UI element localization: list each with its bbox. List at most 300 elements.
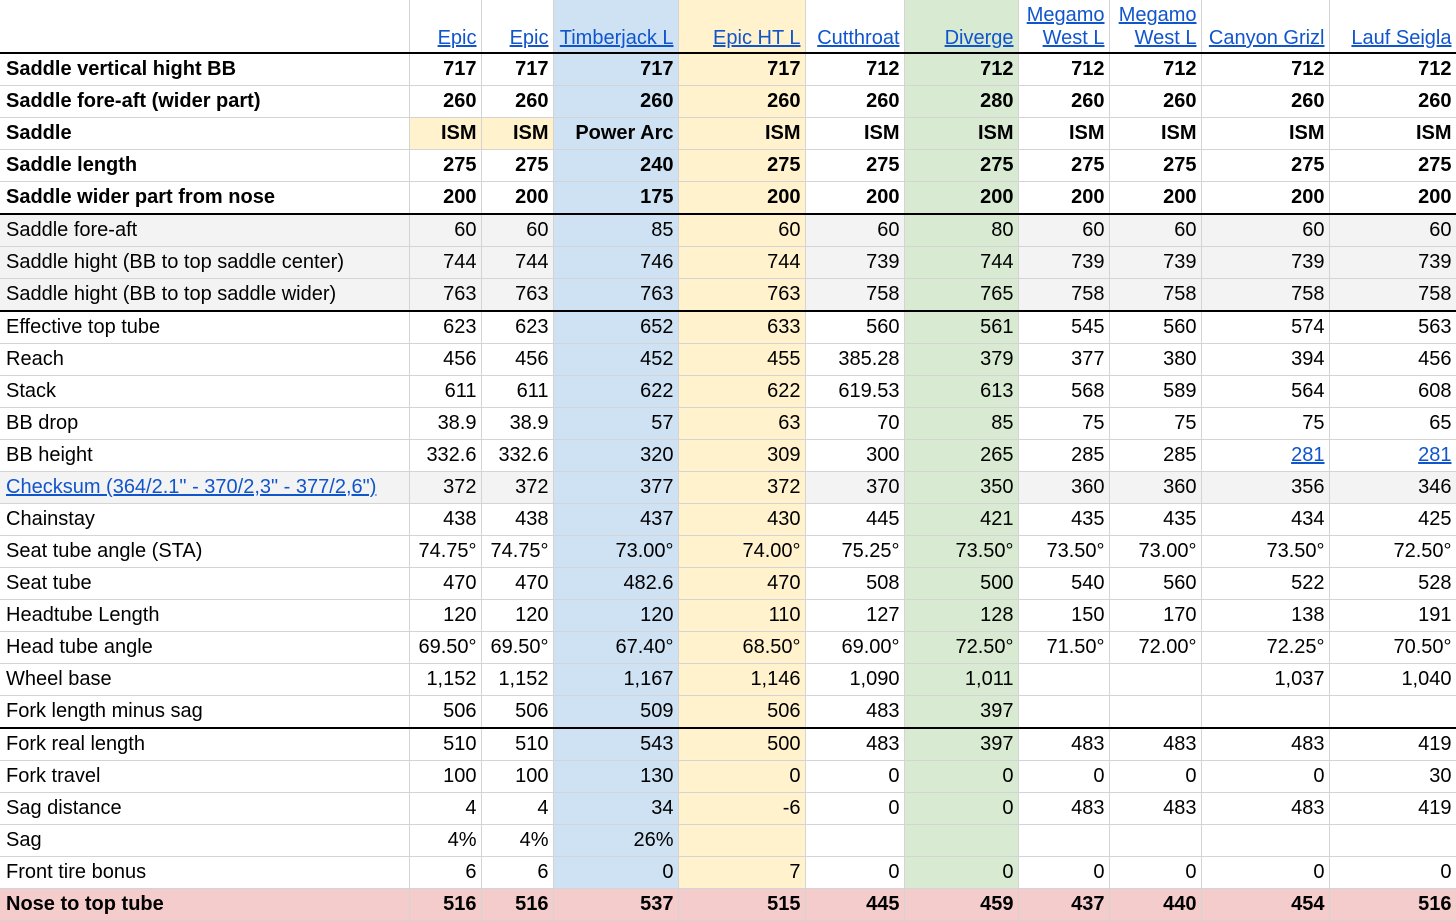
table-cell[interactable]: 500 bbox=[904, 568, 1018, 600]
table-cell[interactable]: 506 bbox=[409, 696, 481, 729]
table-cell[interactable]: 483 bbox=[1018, 728, 1109, 761]
table-cell[interactable]: 763 bbox=[678, 279, 805, 312]
table-cell[interactable]: 574 bbox=[1201, 311, 1329, 344]
table-cell[interactable]: 483 bbox=[1201, 793, 1329, 825]
table-cell[interactable]: ISM bbox=[904, 118, 1018, 150]
table-cell[interactable]: 516 bbox=[1329, 889, 1456, 921]
table-cell[interactable]: 275 bbox=[904, 150, 1018, 182]
table-cell[interactable]: 260 bbox=[678, 86, 805, 118]
table-cell[interactable]: 60 bbox=[1018, 214, 1109, 247]
table-cell[interactable]: 260 bbox=[1109, 86, 1201, 118]
table-cell[interactable]: 6 bbox=[409, 857, 481, 889]
row-label-cell[interactable]: Sag bbox=[0, 825, 409, 857]
table-cell[interactable]: 60 bbox=[1201, 214, 1329, 247]
table-cell[interactable]: 528 bbox=[1329, 568, 1456, 600]
table-cell[interactable]: 0 bbox=[1018, 761, 1109, 793]
table-cell[interactable]: 758 bbox=[1329, 279, 1456, 312]
table-cell[interactable]: 85 bbox=[553, 214, 678, 247]
table-cell[interactable]: 63 bbox=[678, 408, 805, 440]
table-cell[interactable]: 438 bbox=[409, 504, 481, 536]
table-cell[interactable]: ISM bbox=[1201, 118, 1329, 150]
table-cell[interactable] bbox=[1109, 825, 1201, 857]
table-cell[interactable]: Power Arc bbox=[553, 118, 678, 150]
table-cell[interactable] bbox=[1329, 825, 1456, 857]
table-cell[interactable]: 260 bbox=[481, 86, 553, 118]
table-cell[interactable]: 522 bbox=[1201, 568, 1329, 600]
table-cell[interactable]: 1,040 bbox=[1329, 664, 1456, 696]
column-link-lauf-seigla[interactable]: Lauf Seigla bbox=[1351, 27, 1452, 49]
table-cell[interactable]: 712 bbox=[1329, 53, 1456, 86]
table-cell[interactable]: 377 bbox=[553, 472, 678, 504]
column-link-megamo-west-l[interactable] bbox=[1023, 4, 1105, 50]
table-cell[interactable]: 568 bbox=[1018, 376, 1109, 408]
table-cell[interactable]: 350 bbox=[904, 472, 1018, 504]
table-cell[interactable]: 456 bbox=[481, 344, 553, 376]
table-cell[interactable]: 275 bbox=[678, 150, 805, 182]
header-cell[interactable] bbox=[481, 0, 553, 53]
table-cell[interactable]: 260 bbox=[1201, 86, 1329, 118]
table-cell[interactable] bbox=[1109, 664, 1201, 696]
table-cell[interactable]: 73.00° bbox=[553, 536, 678, 568]
table-cell[interactable] bbox=[1329, 696, 1456, 729]
table-cell[interactable]: 200 bbox=[1018, 182, 1109, 215]
table-cell[interactable]: 60 bbox=[678, 214, 805, 247]
table-cell[interactable]: 483 bbox=[1109, 728, 1201, 761]
table-cell[interactable]: 73.00° bbox=[1109, 536, 1201, 568]
table-cell[interactable]: 320 bbox=[553, 440, 678, 472]
table-cell[interactable]: 70 bbox=[805, 408, 904, 440]
table-cell[interactable]: ISM bbox=[409, 118, 481, 150]
table-cell[interactable]: 611 bbox=[409, 376, 481, 408]
table-cell[interactable]: 379 bbox=[904, 344, 1018, 376]
table-cell[interactable]: 6 bbox=[481, 857, 553, 889]
table-cell[interactable]: 470 bbox=[481, 568, 553, 600]
table-cell[interactable] bbox=[904, 825, 1018, 857]
table-cell[interactable]: 456 bbox=[1329, 344, 1456, 376]
table-cell[interactable]: 589 bbox=[1109, 376, 1201, 408]
column-link-epic-2[interactable]: Epic bbox=[509, 27, 549, 49]
table-cell[interactable]: 170 bbox=[1109, 600, 1201, 632]
table-cell[interactable]: 482.6 bbox=[553, 568, 678, 600]
row-label-cell[interactable]: Fork travel bbox=[0, 761, 409, 793]
row-label-cell[interactable]: Effective top tube bbox=[0, 311, 409, 344]
table-cell[interactable]: 0 bbox=[1201, 761, 1329, 793]
table-cell[interactable]: 4% bbox=[481, 825, 553, 857]
table-cell[interactable]: 60 bbox=[1329, 214, 1456, 247]
table-cell[interactable]: 332.6 bbox=[481, 440, 553, 472]
table-cell[interactable]: 509 bbox=[553, 696, 678, 729]
table-cell[interactable] bbox=[1201, 825, 1329, 857]
table-cell[interactable]: 622 bbox=[553, 376, 678, 408]
row-label-cell[interactable]: Stack bbox=[0, 376, 409, 408]
table-cell[interactable]: 419 bbox=[1329, 728, 1456, 761]
table-cell[interactable]: 763 bbox=[481, 279, 553, 312]
table-cell[interactable]: 1,090 bbox=[805, 664, 904, 696]
table-cell[interactable]: 419 bbox=[1329, 793, 1456, 825]
table-cell[interactable]: 746 bbox=[553, 247, 678, 279]
table-cell[interactable]: 138 bbox=[1201, 600, 1329, 632]
table-cell[interactable]: 346 bbox=[1329, 472, 1456, 504]
table-cell[interactable]: 260 bbox=[409, 86, 481, 118]
table-cell[interactable]: 200 bbox=[805, 182, 904, 215]
table-cell[interactable]: 483 bbox=[1018, 793, 1109, 825]
table-cell[interactable]: 425 bbox=[1329, 504, 1456, 536]
table-cell[interactable]: 120 bbox=[481, 600, 553, 632]
table-cell[interactable]: 0 bbox=[904, 857, 1018, 889]
table-cell[interactable]: ISM bbox=[1109, 118, 1201, 150]
table-cell[interactable]: 38.9 bbox=[481, 408, 553, 440]
table-cell[interactable]: 65 bbox=[1329, 408, 1456, 440]
table-cell[interactable]: 275 bbox=[481, 150, 553, 182]
table-cell[interactable]: 75 bbox=[1018, 408, 1109, 440]
table-cell[interactable] bbox=[1018, 825, 1109, 857]
table-cell[interactable]: 1,152 bbox=[481, 664, 553, 696]
table-cell[interactable]: 309 bbox=[678, 440, 805, 472]
table-cell[interactable]: 260 bbox=[1329, 86, 1456, 118]
table-cell[interactable]: 739 bbox=[805, 247, 904, 279]
table-cell[interactable]: 608 bbox=[1329, 376, 1456, 408]
table-cell[interactable]: 200 bbox=[409, 182, 481, 215]
table-cell[interactable]: 0 bbox=[553, 857, 678, 889]
row-label-cell[interactable]: Saddle vertical hight BB bbox=[0, 53, 409, 86]
table-cell[interactable]: ISM bbox=[1329, 118, 1456, 150]
table-cell[interactable]: 717 bbox=[678, 53, 805, 86]
column-link-cutthroat[interactable]: Cutthroat bbox=[817, 27, 900, 49]
table-cell[interactable]: 67.40° bbox=[553, 632, 678, 664]
header-cell[interactable] bbox=[553, 0, 678, 53]
table-cell[interactable]: 543 bbox=[553, 728, 678, 761]
table-cell[interactable]: 712 bbox=[904, 53, 1018, 86]
header-corner-cell[interactable] bbox=[0, 0, 409, 53]
table-cell[interactable]: 150 bbox=[1018, 600, 1109, 632]
table-cell[interactable]: 200 bbox=[1329, 182, 1456, 215]
table-cell[interactable]: 60 bbox=[1109, 214, 1201, 247]
table-cell[interactable]: 765 bbox=[904, 279, 1018, 312]
table-cell[interactable]: 758 bbox=[805, 279, 904, 312]
header-cell[interactable] bbox=[1329, 0, 1456, 53]
row-label-cell[interactable]: BB drop bbox=[0, 408, 409, 440]
row-label-cell[interactable]: Head tube angle bbox=[0, 632, 409, 664]
table-cell[interactable]: 633 bbox=[678, 311, 805, 344]
table-cell[interactable]: 613 bbox=[904, 376, 1018, 408]
table-cell[interactable]: 440 bbox=[1109, 889, 1201, 921]
table-cell[interactable]: 623 bbox=[481, 311, 553, 344]
table-cell[interactable]: 0 bbox=[805, 857, 904, 889]
table-cell[interactable]: 73.50° bbox=[1018, 536, 1109, 568]
table-cell[interactable]: 611 bbox=[481, 376, 553, 408]
table-cell[interactable]: 394 bbox=[1201, 344, 1329, 376]
table-cell[interactable] bbox=[1201, 440, 1329, 472]
row-label-cell[interactable]: Saddle fore-aft bbox=[0, 214, 409, 247]
table-cell[interactable]: 380 bbox=[1109, 344, 1201, 376]
header-cell[interactable] bbox=[678, 0, 805, 53]
table-cell[interactable]: ISM bbox=[805, 118, 904, 150]
table-cell[interactable]: 438 bbox=[481, 504, 553, 536]
row-label-cell[interactable]: Saddle length bbox=[0, 150, 409, 182]
table-cell[interactable]: 0 bbox=[904, 761, 1018, 793]
table-cell[interactable]: 506 bbox=[678, 696, 805, 729]
table-cell[interactable]: 0 bbox=[1201, 857, 1329, 889]
table-cell[interactable]: 1,011 bbox=[904, 664, 1018, 696]
table-cell[interactable]: 100 bbox=[481, 761, 553, 793]
table-cell[interactable]: 560 bbox=[805, 311, 904, 344]
table-cell[interactable]: 717 bbox=[553, 53, 678, 86]
table-cell[interactable]: 275 bbox=[409, 150, 481, 182]
table-cell[interactable]: 758 bbox=[1109, 279, 1201, 312]
row-label-cell[interactable]: Fork real length bbox=[0, 728, 409, 761]
table-cell[interactable]: 744 bbox=[678, 247, 805, 279]
table-cell[interactable] bbox=[805, 825, 904, 857]
header-cell[interactable] bbox=[1201, 0, 1329, 53]
row-label-cell[interactable]: Saddle hight (BB to top saddle wider) bbox=[0, 279, 409, 312]
table-cell[interactable]: 619.53 bbox=[805, 376, 904, 408]
table-cell[interactable]: 712 bbox=[1201, 53, 1329, 86]
table-cell[interactable]: 452 bbox=[553, 344, 678, 376]
table-cell[interactable]: 69.50° bbox=[409, 632, 481, 664]
table-cell[interactable]: 456 bbox=[409, 344, 481, 376]
table-cell[interactable]: 71.50° bbox=[1018, 632, 1109, 664]
table-cell[interactable]: 275 bbox=[1109, 150, 1201, 182]
table-cell[interactable]: 459 bbox=[904, 889, 1018, 921]
row-label-cell[interactable]: Reach bbox=[0, 344, 409, 376]
table-cell[interactable]: 127 bbox=[805, 600, 904, 632]
table-cell[interactable]: 623 bbox=[409, 311, 481, 344]
table-cell[interactable]: 717 bbox=[409, 53, 481, 86]
table-cell[interactable]: 70.50° bbox=[1329, 632, 1456, 664]
table-cell[interactable]: 744 bbox=[409, 247, 481, 279]
table-cell[interactable]: 430 bbox=[678, 504, 805, 536]
table-cell[interactable]: 285 bbox=[1109, 440, 1201, 472]
table-cell[interactable]: 75.25° bbox=[805, 536, 904, 568]
table-cell[interactable]: 4% bbox=[409, 825, 481, 857]
table-cell[interactable]: 1,146 bbox=[678, 664, 805, 696]
table-cell[interactable]: 516 bbox=[409, 889, 481, 921]
table-cell[interactable]: 370 bbox=[805, 472, 904, 504]
table-cell[interactable]: ISM bbox=[678, 118, 805, 150]
table-cell[interactable]: 60 bbox=[409, 214, 481, 247]
table-cell[interactable]: 275 bbox=[1329, 150, 1456, 182]
table-cell[interactable]: 437 bbox=[553, 504, 678, 536]
column-link-megamo-west-l-2[interactable] bbox=[1114, 4, 1197, 50]
header-cell[interactable] bbox=[1109, 0, 1201, 53]
table-cell[interactable]: 561 bbox=[904, 311, 1018, 344]
table-cell[interactable]: 69.50° bbox=[481, 632, 553, 664]
column-link-canyon-grizl[interactable]: Canyon Grizl bbox=[1208, 27, 1325, 49]
table-cell[interactable]: 0 bbox=[678, 761, 805, 793]
table-cell[interactable]: -6 bbox=[678, 793, 805, 825]
table-cell[interactable]: 560 bbox=[1109, 311, 1201, 344]
table-cell[interactable]: 128 bbox=[904, 600, 1018, 632]
table-cell[interactable]: 69.00° bbox=[805, 632, 904, 664]
table-cell[interactable]: 4 bbox=[481, 793, 553, 825]
table-cell[interactable]: 30 bbox=[1329, 761, 1456, 793]
table-cell[interactable]: 397 bbox=[904, 696, 1018, 729]
row-label-cell[interactable]: BB height bbox=[0, 440, 409, 472]
table-cell[interactable]: 72.25° bbox=[1201, 632, 1329, 664]
table-cell[interactable]: 191 bbox=[1329, 600, 1456, 632]
table-cell[interactable]: 454 bbox=[1201, 889, 1329, 921]
row-label-cell[interactable]: Fork length minus sag bbox=[0, 696, 409, 729]
column-link-diverge[interactable]: Diverge bbox=[944, 27, 1014, 49]
table-cell[interactable]: 372 bbox=[409, 472, 481, 504]
table-cell[interactable]: 622 bbox=[678, 376, 805, 408]
table-cell[interactable]: 717 bbox=[481, 53, 553, 86]
table-cell[interactable]: 200 bbox=[481, 182, 553, 215]
checksum-link[interactable]: Checksum (364/2.1" - 370/2,3" - 377/2,6") bbox=[6, 476, 377, 498]
table-cell[interactable]: 1,167 bbox=[553, 664, 678, 696]
table-cell[interactable] bbox=[678, 825, 805, 857]
table-cell[interactable]: 72.00° bbox=[1109, 632, 1201, 664]
table-cell[interactable]: 0 bbox=[805, 761, 904, 793]
column-link-epic[interactable]: Epic bbox=[437, 27, 477, 49]
header-cell[interactable] bbox=[409, 0, 481, 53]
table-cell[interactable]: 372 bbox=[678, 472, 805, 504]
table-cell[interactable]: 445 bbox=[805, 889, 904, 921]
table-cell[interactable]: 712 bbox=[1109, 53, 1201, 86]
table-cell[interactable]: 72.50° bbox=[1329, 536, 1456, 568]
table-cell[interactable]: 510 bbox=[409, 728, 481, 761]
table-cell[interactable]: 7 bbox=[678, 857, 805, 889]
table-cell[interactable]: 80 bbox=[904, 214, 1018, 247]
table-cell[interactable]: 275 bbox=[1201, 150, 1329, 182]
table-cell[interactable]: 470 bbox=[409, 568, 481, 600]
table-cell[interactable]: 397 bbox=[904, 728, 1018, 761]
column-link-timberjack-l[interactable]: Timberjack L bbox=[559, 27, 674, 49]
table-cell[interactable]: 515 bbox=[678, 889, 805, 921]
table-cell[interactable]: 483 bbox=[805, 728, 904, 761]
table-cell[interactable]: 75 bbox=[1109, 408, 1201, 440]
header-cell[interactable] bbox=[1018, 0, 1109, 53]
row-label-cell[interactable]: Front tire bonus bbox=[0, 857, 409, 889]
row-label-cell[interactable]: Seat tube bbox=[0, 568, 409, 600]
table-cell[interactable]: 385.28 bbox=[805, 344, 904, 376]
table-cell[interactable] bbox=[1109, 696, 1201, 729]
table-cell[interactable]: 73.50° bbox=[904, 536, 1018, 568]
table-cell[interactable] bbox=[1329, 440, 1456, 472]
row-label-cell[interactable]: Saddle bbox=[0, 118, 409, 150]
column-link-epic-ht-l[interactable]: Epic HT L bbox=[713, 27, 801, 49]
table-cell[interactable]: 564 bbox=[1201, 376, 1329, 408]
table-cell[interactable]: 0 bbox=[904, 793, 1018, 825]
table-cell[interactable]: 455 bbox=[678, 344, 805, 376]
table-cell[interactable]: 0 bbox=[1329, 857, 1456, 889]
table-cell[interactable]: 744 bbox=[904, 247, 1018, 279]
table-cell[interactable]: 130 bbox=[553, 761, 678, 793]
table-cell[interactable]: 110 bbox=[678, 600, 805, 632]
table-cell[interactable]: 72.50° bbox=[904, 632, 1018, 664]
row-label-cell[interactable]: Headtube Length bbox=[0, 600, 409, 632]
table-cell[interactable]: 739 bbox=[1018, 247, 1109, 279]
table-cell[interactable]: 175 bbox=[553, 182, 678, 215]
table-cell[interactable]: 275 bbox=[805, 150, 904, 182]
row-label-cell[interactable]: Saddle fore-aft (wider part) bbox=[0, 86, 409, 118]
table-cell[interactable]: 300 bbox=[805, 440, 904, 472]
header-cell[interactable] bbox=[904, 0, 1018, 53]
table-cell[interactable]: 506 bbox=[481, 696, 553, 729]
table-cell[interactable]: 758 bbox=[1018, 279, 1109, 312]
table-cell[interactable]: 372 bbox=[481, 472, 553, 504]
table-cell[interactable]: 4 bbox=[409, 793, 481, 825]
table-cell[interactable]: 34 bbox=[553, 793, 678, 825]
table-cell[interactable]: 240 bbox=[553, 150, 678, 182]
table-cell[interactable]: 275 bbox=[1018, 150, 1109, 182]
table-cell[interactable]: 85 bbox=[904, 408, 1018, 440]
row-label-cell[interactable]: Nose to top tube bbox=[0, 889, 409, 921]
table-cell[interactable]: 356 bbox=[1201, 472, 1329, 504]
table-cell[interactable]: 739 bbox=[1201, 247, 1329, 279]
table-cell[interactable]: 38.9 bbox=[409, 408, 481, 440]
table-cell[interactable]: 421 bbox=[904, 504, 1018, 536]
table-cell[interactable]: 470 bbox=[678, 568, 805, 600]
table-cell[interactable]: 763 bbox=[409, 279, 481, 312]
table-cell[interactable]: 285 bbox=[1018, 440, 1109, 472]
row-label-cell[interactable]: Sag distance bbox=[0, 793, 409, 825]
table-cell[interactable]: 560 bbox=[1109, 568, 1201, 600]
table-cell[interactable]: 200 bbox=[904, 182, 1018, 215]
table-cell[interactable]: 1,152 bbox=[409, 664, 481, 696]
table-cell[interactable]: 739 bbox=[1329, 247, 1456, 279]
table-cell[interactable]: 739 bbox=[1109, 247, 1201, 279]
table-cell[interactable]: 0 bbox=[805, 793, 904, 825]
table-cell[interactable]: 516 bbox=[481, 889, 553, 921]
table-cell[interactable]: 510 bbox=[481, 728, 553, 761]
table-cell[interactable]: 0 bbox=[1109, 857, 1201, 889]
table-cell[interactable]: 483 bbox=[1201, 728, 1329, 761]
table-cell[interactable]: 744 bbox=[481, 247, 553, 279]
table-cell[interactable]: 265 bbox=[904, 440, 1018, 472]
table-cell[interactable]: 712 bbox=[805, 53, 904, 86]
table-cell[interactable]: 57 bbox=[553, 408, 678, 440]
table-cell[interactable]: 260 bbox=[553, 86, 678, 118]
table-cell[interactable]: 75 bbox=[1201, 408, 1329, 440]
table-cell[interactable]: 68.50° bbox=[678, 632, 805, 664]
table-cell[interactable]: 1,037 bbox=[1201, 664, 1329, 696]
table-cell[interactable]: 360 bbox=[1109, 472, 1201, 504]
table-cell[interactable]: 73.50° bbox=[1201, 536, 1329, 568]
table-cell[interactable]: 332.6 bbox=[409, 440, 481, 472]
table-cell[interactable]: 763 bbox=[553, 279, 678, 312]
table-cell[interactable]: 260 bbox=[805, 86, 904, 118]
table-cell[interactable]: 60 bbox=[481, 214, 553, 247]
row-label-cell[interactable]: Chainstay bbox=[0, 504, 409, 536]
table-cell[interactable]: 435 bbox=[1109, 504, 1201, 536]
table-cell[interactable]: 60 bbox=[805, 214, 904, 247]
table-cell[interactable] bbox=[1201, 696, 1329, 729]
row-label-cell[interactable]: Wheel base bbox=[0, 664, 409, 696]
table-cell[interactable]: 483 bbox=[805, 696, 904, 729]
bb-height-link[interactable]: 281 bbox=[1418, 444, 1452, 466]
table-cell[interactable]: 26% bbox=[553, 825, 678, 857]
row-label-cell[interactable]: Seat tube angle (STA) bbox=[0, 536, 409, 568]
table-cell[interactable]: 120 bbox=[553, 600, 678, 632]
table-cell[interactable]: 483 bbox=[1109, 793, 1201, 825]
table-cell[interactable]: 200 bbox=[1109, 182, 1201, 215]
header-cell[interactable] bbox=[805, 0, 904, 53]
row-label-cell[interactable]: Saddle hight (BB to top saddle center) bbox=[0, 247, 409, 279]
table-cell[interactable]: 0 bbox=[1109, 761, 1201, 793]
table-cell[interactable]: 0 bbox=[1018, 857, 1109, 889]
table-cell[interactable]: 360 bbox=[1018, 472, 1109, 504]
table-cell[interactable]: 758 bbox=[1201, 279, 1329, 312]
table-cell[interactable]: 100 bbox=[409, 761, 481, 793]
table-cell[interactable]: 280 bbox=[904, 86, 1018, 118]
table-cell[interactable]: 74.75° bbox=[481, 536, 553, 568]
table-cell[interactable]: 260 bbox=[1018, 86, 1109, 118]
table-cell[interactable]: 200 bbox=[1201, 182, 1329, 215]
table-cell[interactable] bbox=[1018, 664, 1109, 696]
table-cell[interactable]: 74.00° bbox=[678, 536, 805, 568]
table-cell[interactable]: 377 bbox=[1018, 344, 1109, 376]
